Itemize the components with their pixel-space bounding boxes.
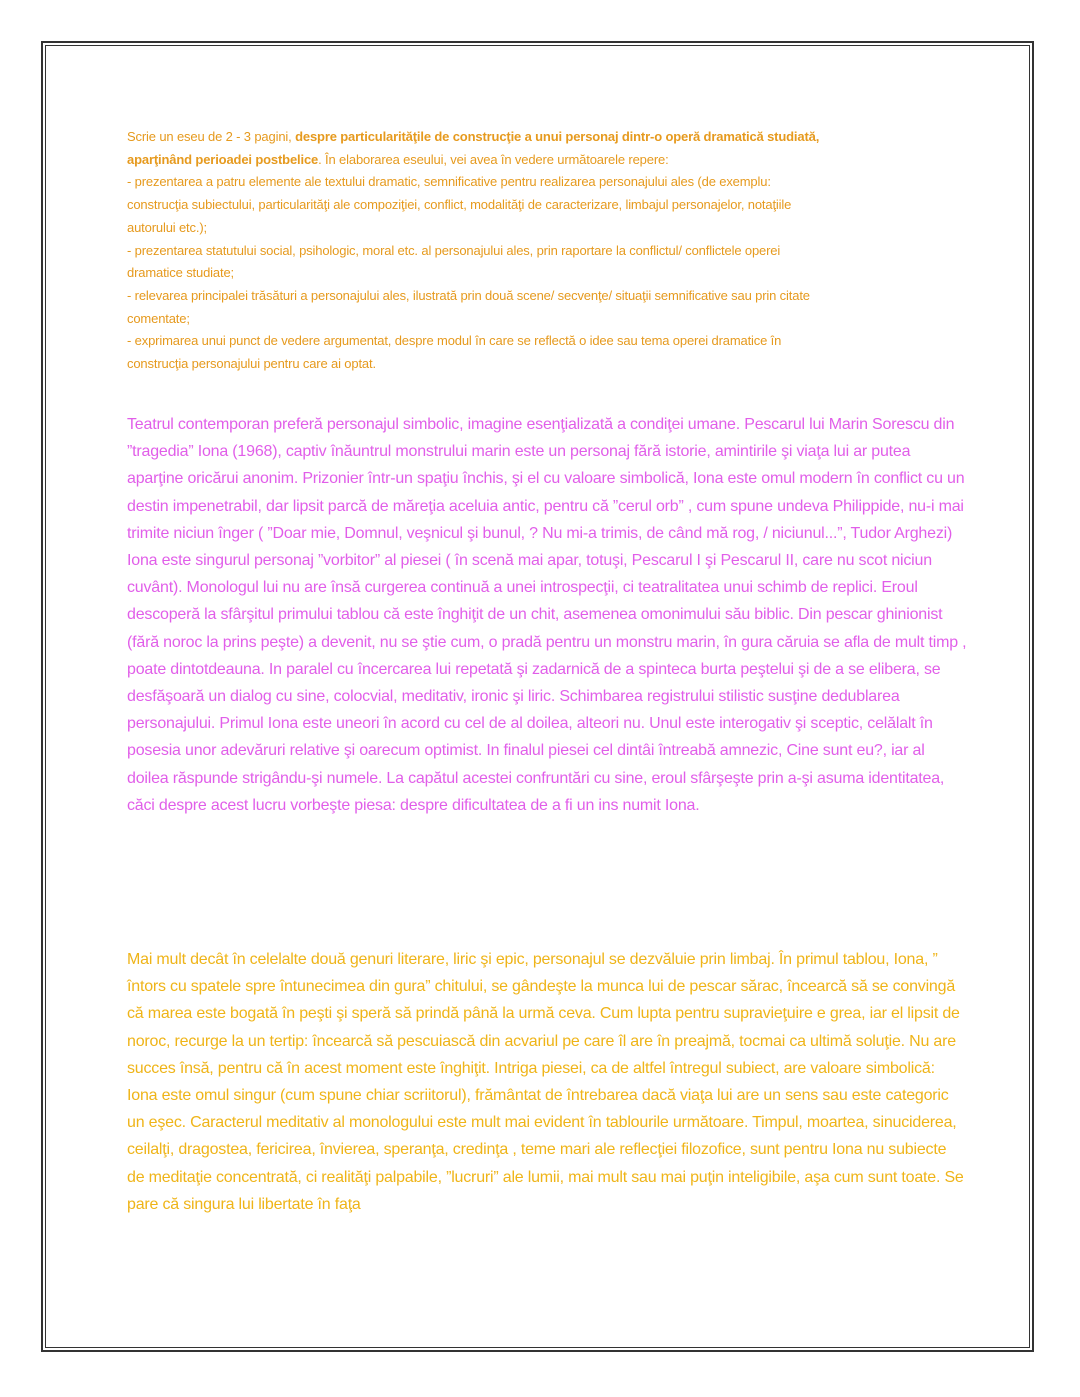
essay-paragraph-2: Mai mult decât în celelalte două genuri literare, liric şi epic, personajul se dezvăluie prin limbaj. În primul tablou, Iona, ” întors cu spatele spre întunecimea din gura” chitului, se gândeşte la munca lui de pescar sărac, încearcă să se convingă că marea este bogată în peşti şi speră să prindă până la urmă ceva. Cum lupta pentru supravieţuire e grea, iar el lipsit de noroc, recurge la un tertip: încearcă să pescuiască din acvariul pe care îl are în preajmă, tocmai ca ultimă soluţie. Nu are succes însă, pentru că în acest moment este înghiţit. Intriga piesei, ca de altfel întregul subiect, are valoare simbolică: Iona este omul singur (cum spune chiar scriitorul), frământat de întrebarea dacă viaţa lui are un sens sau este categoric un eşec. Caracterul meditativ al monologului este mult mai evident în tablourile următoare. Timpul, moartea, sinuciderea, ceilalţi, dragostea, fericirea, învierea, speranţa, credinţa , teme mari ale reflecţiei filozofice, sunt pentru Iona nu subiecte de meditaţie concentrată, ci realităţi palpabile, ”lucruri” ale lumii, mai mult sau mai puţin inteligibile, aşa cum sunt toate. Se pare că singura lui libertate în faţa [127, 951, 964, 1213]
essay-task-instructions [127, 126, 827, 376]
task-intro-plain: Scrie un eseu de 2 - 3 pagini, [127, 129, 296, 144]
task-intro-bold: despre particularităţile de construcţie a unui personaj dintr-o operă dramatică studiată, aparţinând perioadei postbelice [127, 129, 820, 167]
essay-paragraph-1: Teatrul contemporan preferă personajul simbolic, imagine esenţializată a condiţei umane. Pescarul lui Marin Sorescu din ”tragedia” Iona (1968), captiv înăuntrul monstrului marin este un personaj fără istorie, amintirile şi viaţa lui ar putea aparţine oricărui anonim. Prizonier într-un spaţiu închis, şi el cu valoare simbolică, Iona este omul modern în conflict cu un destin impenetrabil, dar lipsit parcă de măreţia aceluia antic, pentru că ”cerul orb” , cum spune undeva Philippide, nu-i mai trimite niciun înger ( ”Doar mie, Domnul, veşnicul şi bunul, ? Nu mi-a trimis, de când mă rog, / niciunul...”, Tudor Arghezi) Iona este singurul personaj ”vorbitor” al piesei ( în scenă mai apar, totuşi, Pescarul I şi Pescarul II, care nu scot niciun cuvânt). Monologul lui nu are însă curgerea continuă a unei introspecţii, ci teatralitatea unui schimb de replici. Eroul descoperă la sfârşitul primului tablou că este înghiţit de un chit, asemenea omonimului său biblic. Din pescar ghinionist (fără noroc la prins peşte) a devenit, nu se ştie cum, o pradă pentru un monstru marin, în gura căruia se afla de mult timp , poate dintotdeauna. In paralel cu încercarea lui repetată şi zadarnică de a spinteca burta peştelui şi de a se elibera, se desfăşoară un dialog cu sine, colocvial, meditativ, ironic şi liric. Schimbarea registrului stilistic susţine dedublarea personajului. Primul Iona este uneori în acord cu cel de al doilea, alteori nu. Unul este interogativ şi sceptic, celălalt în posesia unor adevăruri relative şi oarecum optimist. In finalul piesei cel dintâi întreabă amnezic, Cine sunt eu?, iar al doilea răspunde strigându-şi numele. La capătul acestei confruntări cu sine, eroul sfârşeşte prin a-şi asuma identitatea, căci despre acest lucru vorbeşte piesa: despre dificultatea de a fi un ins numit Iona. [127, 416, 967, 814]
task-item: - relevarea principalei trăsături a personajului ales, ilustrată prin două scene/ secvenţe/ situaţii semnificative sau prin citate comentate; [127, 287, 810, 326]
task-item: - prezentarea statutului social, psihologic, moral etc. al personajului ales, prin raportare la conflictul/ conflictele operei dramatice studiate; [127, 242, 781, 281]
task-item: - prezentarea a patru elemente ale textului dramatic, semnificative pentru realizarea personajului ales (de exemplu: construcţia subiectului, particularităţi ale compoziţiei, conflict, modalităţi de caracterizare, limbajul personajelor, notaţiile autorului etc.); [127, 174, 792, 235]
task-intro [127, 126, 827, 171]
task-item: - exprimarea unui punct de vedere argumentat, despre modul în care se reflectă o idee sau tema operei dramatice în construcţia personajului pentru care ai optat. [127, 333, 782, 372]
task-intro-end: . În elaborarea eseului, vei avea în vedere următoarele repere: [318, 151, 669, 167]
